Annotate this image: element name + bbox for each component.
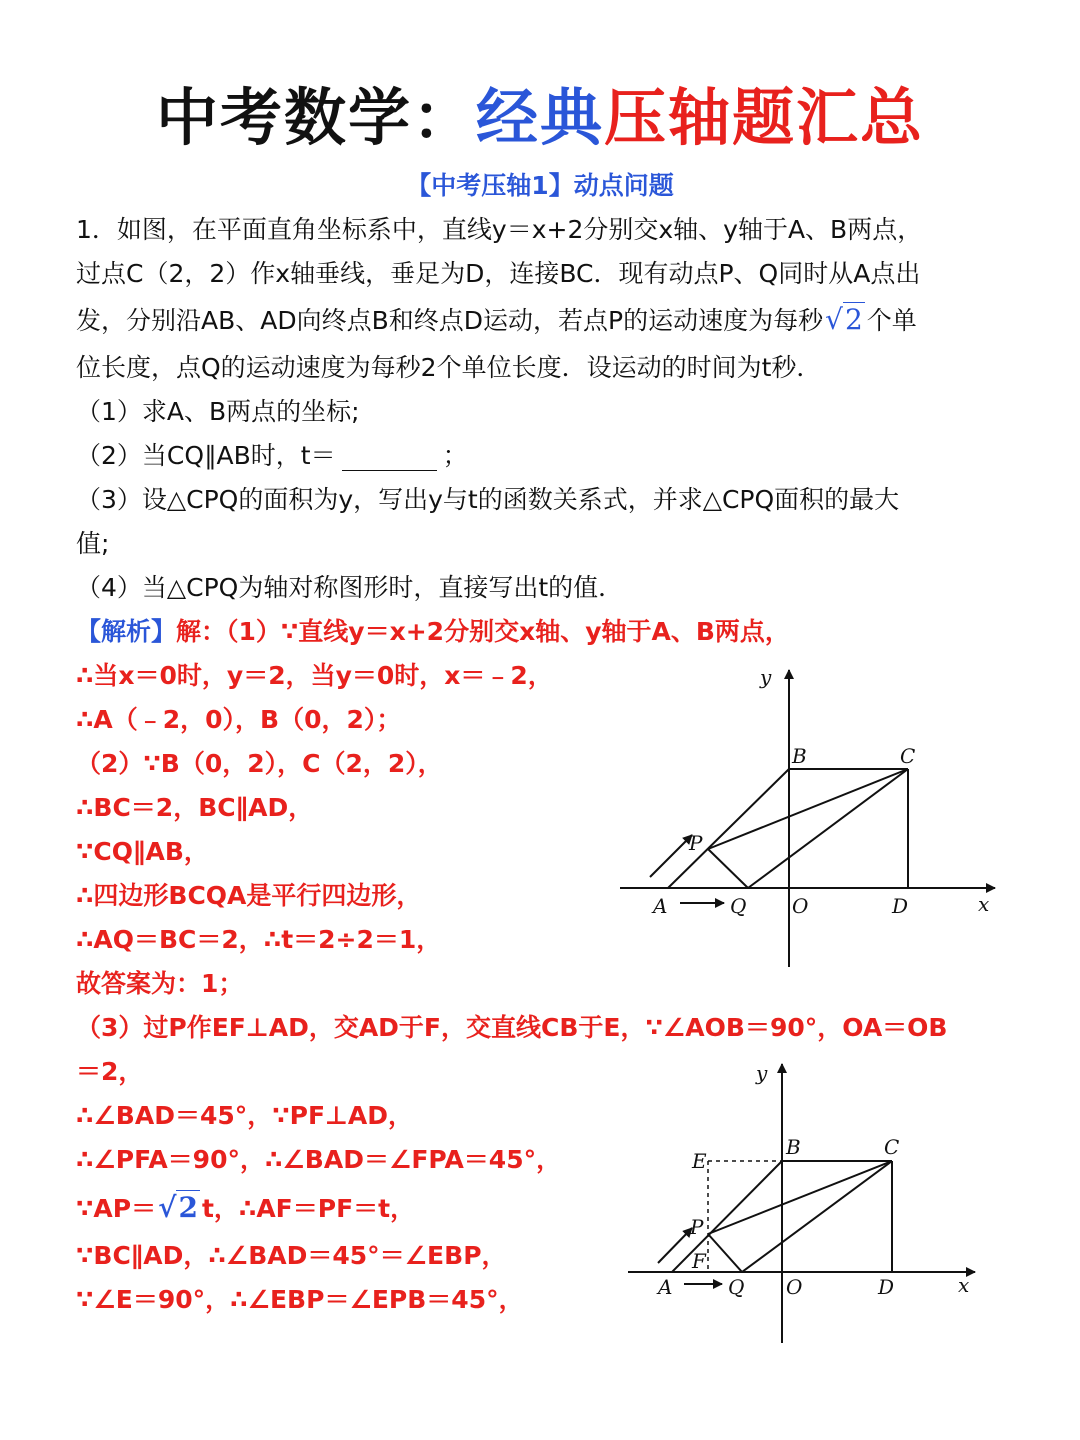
problem-line: 值; [76, 529, 110, 558]
label-d: D [878, 1275, 895, 1299]
title-part-blue: 经典 [475, 81, 604, 154]
geometry-figure-2 [610, 1058, 1030, 1348]
solution-text: t，∴AF＝PF＝t， [201, 1194, 416, 1223]
solution-line: ＝2， [76, 1057, 144, 1086]
solution-line: ∴A（﹣2，0），B（0，2）； [76, 705, 402, 734]
label-b: B [786, 1135, 801, 1159]
title-part-black: 中考数学： [155, 81, 476, 154]
sqrt-radicand: 2 [844, 303, 863, 336]
solution-line: ∵CQ∥AB， [76, 837, 209, 866]
solution-line [76, 612, 790, 652]
solution-line: ∴AQ＝BC＝2，∴t＝2÷2＝1， [76, 925, 442, 954]
problem-line: 过点C（2，2）作x轴垂线，垂足为D，连接BC．现有动点P、Q同时从A点出 [76, 259, 921, 288]
solution-line: ∵∠E＝90°，∴∠EBP＝∠EPB＝45°， [76, 1285, 524, 1314]
label-p: P [689, 831, 703, 855]
solution-line: ∴BC＝2，BC∥AD， [76, 793, 314, 822]
problem-text: 发，分别沿AB、AD向终点B和终点D运动，若点P的运动速度为每秒 [76, 306, 824, 335]
solution-line: （2）∵B（0，2），C（2，2）， [76, 749, 443, 778]
problem-line: （4）当△CPQ为轴对称图形时，直接写出t的值． [76, 573, 624, 602]
problem-line [76, 436, 468, 476]
solution-line: ∴当x＝0时，y＝2，当y＝0时，x＝﹣2， [76, 661, 553, 690]
label-q: Q [728, 1275, 745, 1299]
section-subtitle: 【中考压轴1】动点问题 [406, 171, 674, 200]
solution-line: ∴∠BAD＝45°，∵PF⊥AD， [76, 1101, 413, 1130]
problem-text: ； [442, 441, 468, 470]
solution-line: ∴四边形BCQA是平行四边形， [76, 881, 422, 910]
sqrt-radicand: 2 [178, 1191, 198, 1224]
solution-line [76, 1188, 415, 1229]
solution-text: ∵AP＝ [76, 1194, 157, 1223]
solution-line: 故答案为：1； [76, 969, 244, 998]
segment-pq [708, 849, 748, 888]
label-y: y [760, 665, 772, 689]
label-f: F [692, 1249, 706, 1273]
label-p: P [690, 1215, 704, 1239]
label-c: C [900, 744, 916, 768]
label-e: E [692, 1149, 707, 1173]
title-part-red: 压轴题汇总 [604, 81, 925, 154]
segment-pc [708, 769, 908, 849]
label-o: O [786, 1275, 803, 1299]
sqrt-2-symbol: √2 [825, 303, 863, 336]
label-d: D [892, 894, 909, 918]
label-b: B [792, 744, 807, 768]
problem-line [76, 300, 917, 341]
geometry-figure-1 [600, 655, 1020, 975]
segment-pq [708, 1234, 742, 1272]
label-x: x [958, 1273, 970, 1297]
solution-line: ∴∠PFA＝90°，∴∠BAD＝∠FPA＝45°， [76, 1145, 562, 1174]
problem-text: （2）当CQ∥AB时，t＝ [76, 441, 336, 470]
label-c: C [884, 1135, 900, 1159]
sqrt-2-symbol: √2 [158, 1191, 198, 1224]
problem-line: （1）求A、B两点的坐标; [76, 397, 360, 426]
segment-pc [708, 1161, 892, 1234]
problem-line: 位长度，点Q的运动速度为每秒2个单位长度．设运动的时间为t秒． [76, 353, 822, 382]
label-x: x [978, 892, 990, 916]
label-a: A [658, 1275, 673, 1299]
solution-text: 解：（1）∵直线y＝x+2分别交x轴、y轴于A、B两点， [176, 617, 790, 646]
solution-tag: 【解析】 [76, 617, 177, 646]
label-o: O [792, 894, 809, 918]
problem-line: 1．如图，在平面直角坐标系中，直线y＝x+2分别交x轴、y轴于A、B两点， [76, 215, 923, 244]
solution-line: （3）过P作EF⊥AD，交AD于F，交直线CB于E，∵∠AOB＝90°，OA＝OB [76, 1013, 948, 1042]
problem-text: 个单 [866, 306, 917, 335]
solution-line: ∵BC∥AD，∴∠BAD＝45°＝∠EBP， [76, 1241, 507, 1270]
page-title [0, 78, 1080, 158]
answer-blank [342, 444, 437, 471]
label-y: y [756, 1061, 768, 1085]
label-q: Q [730, 894, 747, 918]
problem-line: （3）设△CPQ的面积为y，写出y与t的函数关系式，并求△CPQ面积的最大 [76, 485, 900, 514]
label-a: A [653, 894, 668, 918]
